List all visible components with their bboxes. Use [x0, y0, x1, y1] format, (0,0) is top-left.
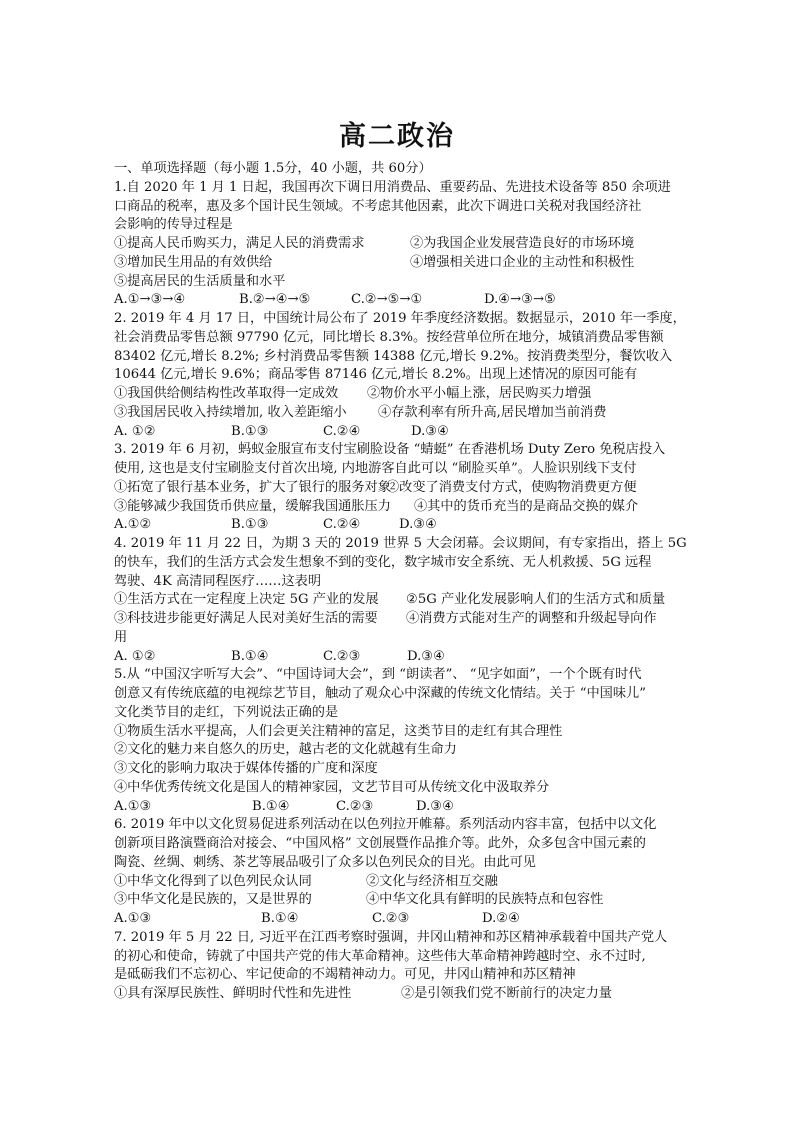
answer-options [114, 423, 686, 442]
statement: ①生活方式在一定程度上决定 5G 产业的发展 [114, 592, 379, 608]
question-stem-line: 7. 2019 年 5 月 22 日, 习近平在江西考察时强调，井冈山精神和苏区精神承载着中国共产党人 [114, 929, 668, 945]
question-stem-line: 6. 2019 年中以文化贸易促进系列活动在以色列拉开帷幕。系列活动内容丰富，包括中以文化 [114, 817, 657, 833]
option-b: B.②→④→⑤ [239, 292, 311, 308]
question-list [114, 160, 686, 1004]
question-stem-line: 口商品的税率，惠及多个国计民生领域。不考虑其他因素，此次下调进口关税对我国经济社 [114, 198, 642, 214]
statement: ④消费方式能对生产的调整和升级起导向作 [406, 611, 657, 626]
option-a: A.①③ [114, 798, 152, 814]
statement: ①物质生活水平提高，人们会更关注精神的富足，这类节目的走红有其合理性 [114, 723, 563, 739]
statement-row [114, 873, 686, 892]
statement: ②文化与经济相互交融 [366, 873, 498, 889]
question-1 [114, 179, 686, 310]
answer-options [114, 798, 686, 817]
statement: ①拓宽了银行基本业务，扩大了银行的服务对象 [114, 479, 391, 495]
question-4 [114, 535, 686, 666]
statement-row [114, 891, 686, 910]
answer-options [114, 516, 686, 535]
question-stem-line: 文化类节目的走红，下列说法正确的是 [114, 704, 339, 720]
question-3 [114, 441, 686, 535]
option-c: C.②③ [323, 648, 361, 664]
statement-row [114, 591, 686, 610]
statement-row [114, 385, 686, 404]
statement: ④其中的货币充当的是商品交换的媒介 [414, 498, 639, 514]
statement: ①提高人民币购买力，满足人民的消费需求 [114, 236, 365, 251]
question-stem-line: 1.自 2020 年 1 月 1 日起，我国再次下调日用消费品、重要药品、先进技术设备等 850 余项进 [114, 179, 671, 195]
question-stem-line: 3. 2019 年 6 月初，蚂蚁金服宣布支付宝刷脸设备 “蜻蜓” 在香港机场 Duty Zero 免税店投入 [114, 442, 666, 458]
statement: ③增加民生用品的有效供给 [114, 254, 273, 270]
option-b: B.①④ [231, 648, 269, 664]
statement: ④中华优秀传统文化是国人的精神家园，文艺节目可从传统文化中汲取养分 [114, 779, 550, 795]
option-c: C.②→⑤→① [351, 292, 423, 308]
statement: ④中华文化具有鲜明的民族特点和包容性 [366, 892, 604, 908]
statement: ②文化的魅力来自悠久的历史，越古老的文化就越有生命力 [114, 742, 457, 758]
question-stem-line: 的初心和使命，铸就了中国共产党的伟大革命精神。这些伟大革命精神跨越时空、永不过时, [114, 948, 646, 964]
question-stem-line: 4. 2019 年 11 月 22 日，为期 3 天的 2019 世界 5 大会闭幕。会议期间，有专家指出，搭上 5G [114, 536, 687, 551]
statement: ②是引领我们党不断前行的决定力量 [401, 986, 612, 1001]
question-stem-line: 创意又有传统底蕴的电视综艺节目，触动了观众心中深藏的传统文化情结。关于 “中国味儿” [114, 686, 646, 701]
option-d: D.③④ [407, 648, 445, 664]
statement-row [114, 404, 686, 423]
statement: ③科技进步能更好满足人民对美好生活的需要 [114, 611, 378, 626]
statement: ①具有深厚民族性、鲜明时代性和先进性 [114, 986, 352, 1001]
option-d: D.③④ [416, 798, 454, 814]
question-stem-line: 的快车，我们的生活方式会发生想象不到的变化，数字城市安全系统、无人机救援、5G 远程 [114, 554, 652, 570]
option-b: B.①④ [261, 911, 299, 926]
statement: ⑤提高居民的生活质量和水平 [114, 273, 286, 289]
page-title: 高二政治 [339, 121, 455, 152]
question-stem-line: 陶瓷、丝绸、刺绣、茶艺等展品吸引了众多以色列民众的目光。由此可见 [114, 854, 536, 870]
option-c: C.②④ [323, 517, 361, 533]
statement: ③文化的影响力取决于媒体传播的广度和深度 [114, 761, 378, 776]
question-stem-line: 10644 亿元,增长 9.6%；商品零售 87146 亿元,增长 8.2%。出现上述情况的原因可能有 [114, 367, 638, 383]
option-b: B.①③ [231, 423, 269, 439]
statement: ③我国居民收入持续增加, 收入差距缩小 [114, 404, 347, 420]
statement: ②物价水平小幅上涨，居民购买力增强 [367, 386, 592, 401]
question-5 [114, 666, 686, 816]
option-b: B.①③ [231, 517, 269, 533]
option-d: D.④→③→⑤ [484, 292, 556, 308]
statement: ④存款利率有所升高,居民增加当前消费 [378, 404, 607, 420]
question-stem-line: 2. 2019 年 4 月 17 日，中国统计局公布了 2019 年季度经济数据。数据显示，2010 年一季度， [114, 311, 686, 326]
option-d: D.②④ [482, 911, 520, 926]
statement: ②5G 产业化发展影响人们的生活方式和质量 [406, 592, 666, 608]
statement-row [114, 254, 686, 273]
option-a: A.①③ [114, 911, 152, 926]
question-stem-line: 5.从 “中国汉字听写大会”、“中国诗词大会”，到 “朗读者”、 “见字如面”，一个个既有时代 [114, 667, 642, 683]
statement-row [114, 985, 686, 1004]
statement-row [114, 498, 686, 517]
question-stem-line: 使用, 这也是支付宝刷脸支付首次出境, 内地游客自此可以 “刷脸买单”。人脸识别线下支付 [114, 461, 637, 476]
answer-options [114, 910, 686, 929]
option-a: A. ①② [114, 423, 156, 439]
statement: ③能够减少我国货币供应量，缓解我国通胀压力 [114, 498, 391, 514]
question-stem-line: 会影响的传导过程是 [114, 217, 233, 233]
statement: ②改变了消费支付方式，使购物消费更方便 [386, 479, 637, 495]
statement-row [114, 610, 686, 629]
question-6 [114, 816, 686, 929]
answer-options [114, 291, 686, 310]
question-2 [114, 310, 686, 441]
statement-row [114, 235, 686, 254]
option-c: C.②③ [372, 911, 410, 926]
option-a: A. ①② [114, 648, 156, 664]
question-stem-line: 是砥砺我们不忘初心、牢记使命的不竭精神动力。可见，井冈山精神和苏区精神 [114, 967, 576, 983]
statement: ③中华文化是民族的，又是世界的 [114, 892, 312, 908]
statement: ④增强相关进口企业的主动性和积极性 [410, 254, 635, 270]
option-b: B.①④ [252, 798, 290, 814]
answer-options [114, 648, 686, 667]
question-7 [114, 929, 686, 1004]
question-stem-line: 社会消费品零售总额 97790 亿元，同比增长 8.3%。按经营单位所在地分，城镇消费品零售额 [114, 329, 664, 345]
statement-row [114, 479, 686, 498]
question-stem-line: 创新项目路演暨商洽对接会、“中国风格” 文创展暨作品推介等。此外，众多包含中国元素的 [114, 836, 646, 851]
question-stem-line: 83402 亿元,增长 8.2%; 乡村消费品零售额 14388 亿元,增长 9.2%。按消费类型分，餐饮收入 [114, 348, 673, 364]
option-a: A.①② [114, 517, 152, 533]
statement: ①中华文化得到了以色列民众认同 [114, 873, 312, 889]
option-d: D.③④ [399, 517, 437, 533]
statement-continuation: 用 [114, 629, 128, 645]
option-c: C.②④ [323, 423, 361, 439]
option-d: D.③④ [411, 423, 449, 439]
section-heading: 一、单项选择题（每小题 1.5分，40 小题，共 60分） [114, 161, 432, 176]
option-c: C.②③ [336, 798, 374, 814]
statement: ①我国供给侧结构性改革取得一定成效 [114, 386, 339, 401]
statement: ②为我国企业发展营造良好的市场环境 [410, 236, 635, 251]
option-a: A.①→③→④ [114, 292, 186, 308]
question-stem-line: 驾驶、4K 高清同程医疗……这表明 [114, 573, 322, 589]
